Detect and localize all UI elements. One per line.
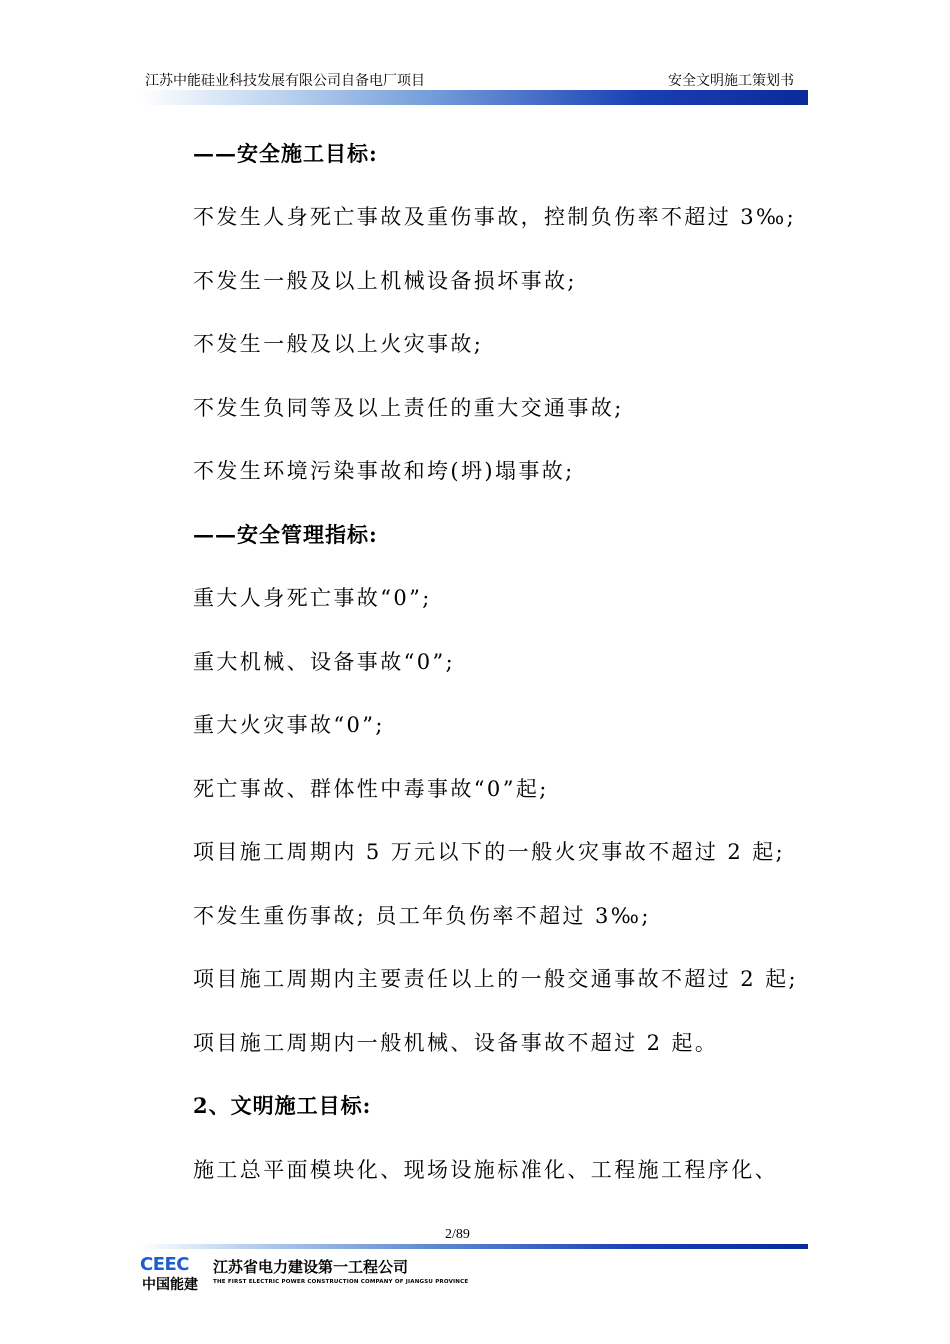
svg-text:CEEC: CEEC	[140, 1254, 190, 1275]
page-number: 2/89	[445, 1227, 470, 1242]
section-heading-safety-indicators: ——安全管理指标:	[193, 522, 378, 547]
paragraph-line: 项目施工周期内 5 万元以下的一般火灾事故不超过 2 起;	[193, 840, 786, 864]
company-name-chinese: 江苏省电力建设第一工程公司	[213, 1258, 409, 1276]
paragraph-line: 不发生重伤事故; 员工年负伤率不超过 3‰;	[193, 904, 651, 928]
paragraph-line: 不发生一般及以上火灾事故;	[193, 332, 484, 356]
header-project-name: 江苏中能硅业科技发展有限公司自备电厂项目	[145, 73, 425, 89]
paragraph-line: 重大人身死亡事故“0”;	[193, 586, 432, 610]
company-name-english: THE FIRST ELECTRIC POWER CONSTRUCTION COMPANY OF JIANGSU PROVINCE	[213, 1279, 469, 1285]
footer-divider-bar	[140, 1244, 808, 1249]
paragraph-line: 重大机械、设备事故“0”;	[193, 650, 456, 674]
paragraph-line: 施工总平面模块化、现场设施标准化、工程施工程序化、	[193, 1158, 778, 1182]
header-divider-bar	[140, 90, 808, 105]
paragraph-line: 不发生一般及以上机械设备损坏事故;	[193, 269, 577, 293]
paragraph-line: 项目施工周期内主要责任以上的一般交通事故不超过 2 起;	[193, 967, 798, 991]
section-heading-civilized-construction: 2、文明施工目标:	[193, 1093, 372, 1118]
paragraph-line: 重大火灾事故“0”;	[193, 713, 385, 737]
header-document-title: 安全文明施工策划书	[668, 73, 794, 89]
paragraph-line: 不发生人身死亡事故及重伤事故，控制负伤率不超过 3‰;	[193, 205, 797, 229]
logo-wordmark: 中国能建	[142, 1277, 198, 1293]
paragraph-line: 不发生负同等及以上责任的重大交通事故;	[193, 396, 624, 420]
section-heading-safety-goals: ——安全施工目标:	[193, 141, 378, 166]
paragraph-line: 不发生环境污染事故和垮(坍)塌事故;	[193, 459, 575, 483]
paragraph-line: 死亡事故、群体性中毒事故“0”起;	[193, 777, 549, 801]
paragraph-line: 项目施工周期内一般机械、设备事故不超过 2 起。	[193, 1031, 719, 1055]
